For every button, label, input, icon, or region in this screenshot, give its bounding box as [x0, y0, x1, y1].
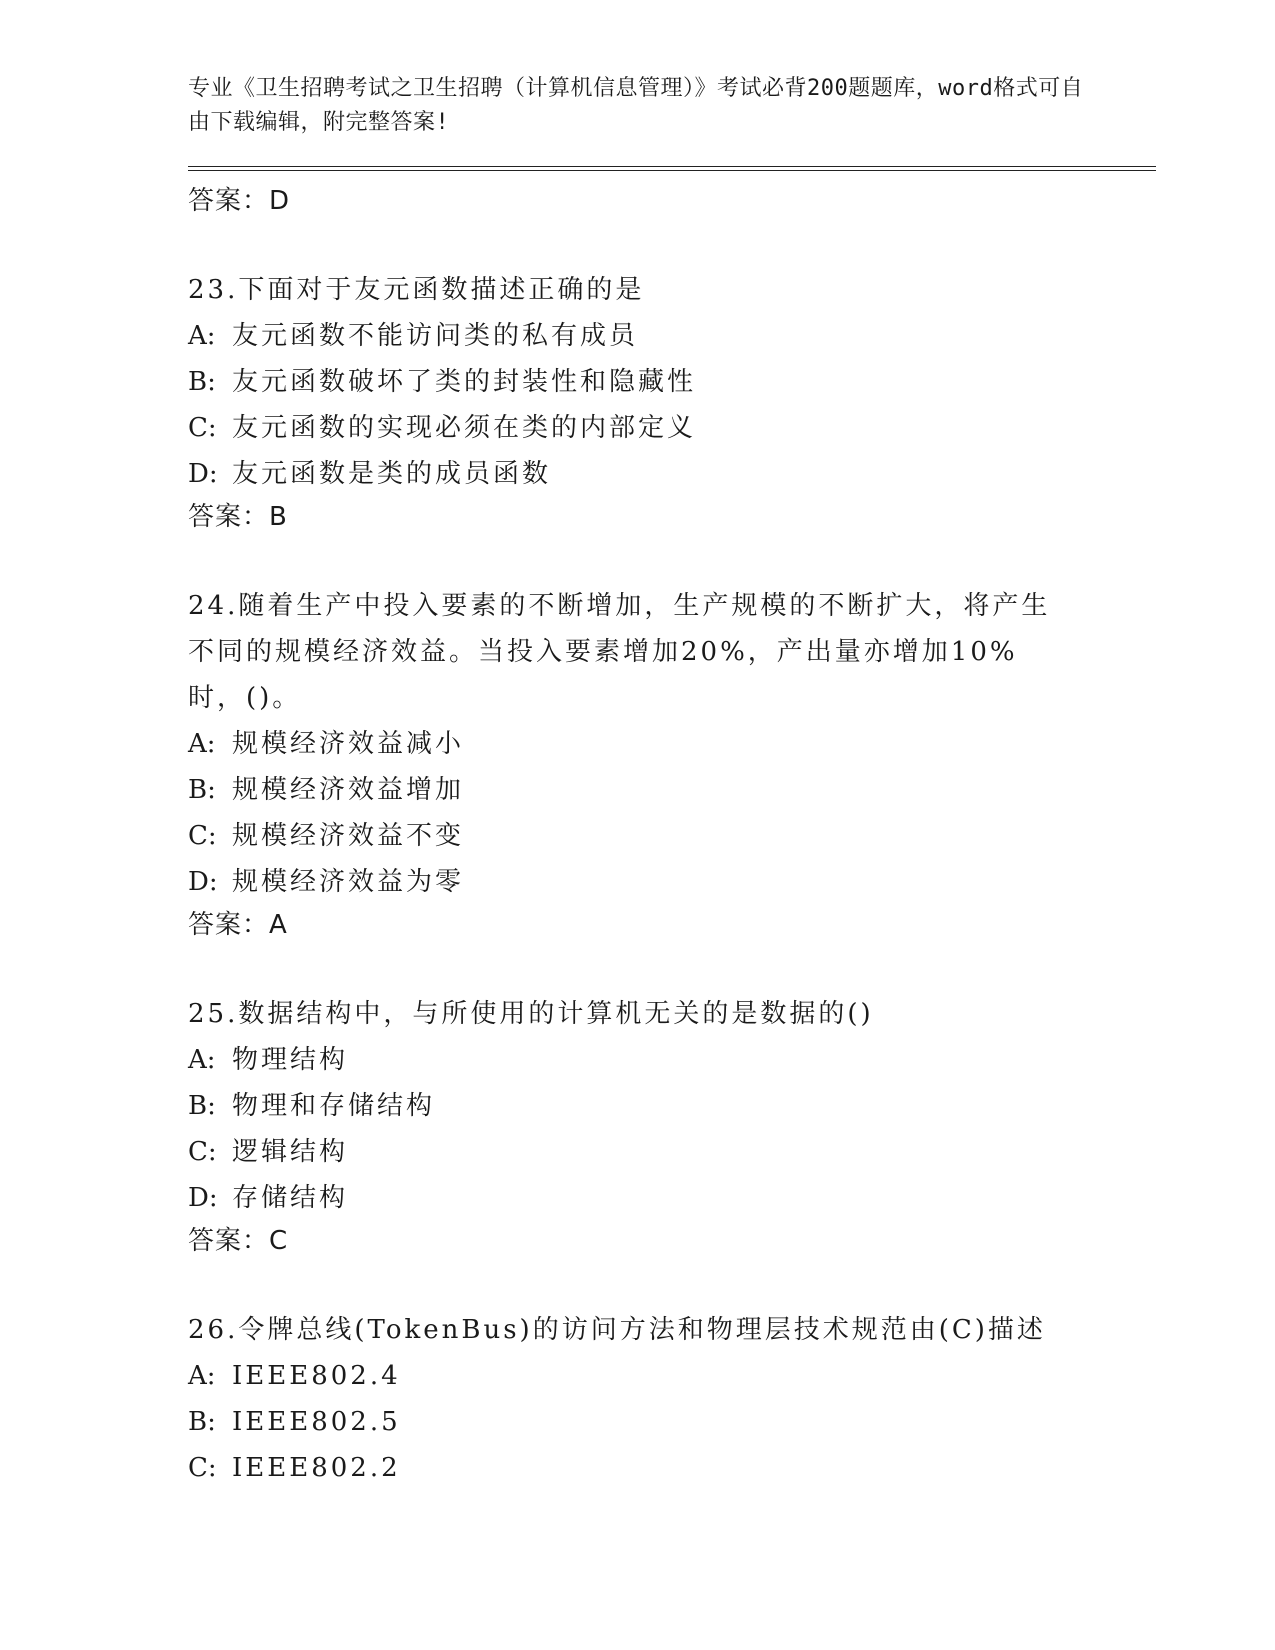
- question-24: [188, 583, 1158, 945]
- option-letter: D:: [188, 1183, 218, 1213]
- option-a: [188, 721, 1158, 767]
- option-letter: C:: [188, 821, 217, 851]
- option-letter: B:: [188, 1091, 216, 1121]
- question-text: 26.令牌总线(TokenBus)的访问方法和物理层技术规范由(C)描述: [188, 1315, 1046, 1345]
- answer-label: 答案：C: [188, 1226, 289, 1256]
- option-text: 友元函数破坏了类的封装性和隐藏性: [232, 367, 697, 397]
- option-letter: B:: [188, 367, 216, 397]
- option-c: [188, 813, 1158, 859]
- answer-label: 答案：B: [188, 502, 288, 532]
- option-letter: C:: [188, 1137, 217, 1167]
- option-letter: C:: [188, 413, 217, 443]
- option-text: 逻辑结构: [232, 1137, 349, 1167]
- question-text: 25.数据结构中，与所使用的计算机无关的是数据的(): [188, 999, 874, 1029]
- option-letter: A:: [188, 321, 216, 351]
- option-text: 存储结构: [232, 1183, 349, 1213]
- question-text: 24.随着生产中投入要素的不断增加，生产规模的不断扩大，将产生不同的规模经济效益。当投入要素增加20%，产出量亦增加10%时，()。: [188, 591, 1051, 713]
- option-c: [188, 1129, 1158, 1175]
- option-text: 规模经济效益为零: [232, 867, 465, 897]
- option-text: 友元函数是类的成员函数: [232, 459, 552, 489]
- option-c: [188, 1445, 1158, 1491]
- option-text: IEEE802.2: [232, 1453, 401, 1483]
- option-text: IEEE802.4: [232, 1361, 401, 1391]
- option-d: [188, 1175, 1158, 1221]
- option-text: 规模经济效益减小: [232, 729, 465, 759]
- option-text: 物理结构: [232, 1045, 349, 1075]
- option-letter: C:: [188, 1453, 217, 1483]
- header-divider: [188, 166, 1156, 171]
- option-a: [188, 313, 1158, 359]
- option-d: [188, 451, 1158, 497]
- question-text: 23.下面对于友元函数描述正确的是: [188, 275, 645, 305]
- option-letter: A:: [188, 1045, 216, 1075]
- option-letter: A:: [188, 729, 216, 759]
- option-text: 规模经济效益增加: [232, 775, 465, 805]
- option-d: [188, 859, 1158, 905]
- question-25: [188, 991, 1158, 1261]
- option-text: 友元函数的实现必须在类的内部定义: [232, 413, 697, 443]
- document-header: 专业《卫生招聘考试之卫生招聘（计算机信息管理）》考试必背200题题库，word格式可自由下载编辑，附完整答案!: [188, 76, 1084, 135]
- option-a: [188, 1353, 1158, 1399]
- answer-label: 答案：D: [188, 186, 291, 216]
- option-b: [188, 767, 1158, 813]
- option-letter: D:: [188, 867, 218, 897]
- option-b: [188, 1399, 1158, 1445]
- answer-label: 答案：A: [188, 910, 288, 940]
- option-text: 友元函数不能访问类的私有成员: [232, 321, 639, 351]
- document-page: [188, 72, 1158, 1491]
- question-23: [188, 267, 1158, 537]
- question-26: [188, 1307, 1158, 1491]
- option-c: [188, 405, 1158, 451]
- option-letter: B:: [188, 1407, 216, 1437]
- option-letter: D:: [188, 459, 218, 489]
- option-b: [188, 1083, 1158, 1129]
- option-text: 物理和存储结构: [232, 1091, 436, 1121]
- option-letter: B:: [188, 775, 216, 805]
- option-letter: A:: [188, 1361, 216, 1391]
- option-text: 规模经济效益不变: [232, 821, 465, 851]
- option-a: [188, 1037, 1158, 1083]
- option-b: [188, 359, 1158, 405]
- option-text: IEEE802.5: [232, 1407, 401, 1437]
